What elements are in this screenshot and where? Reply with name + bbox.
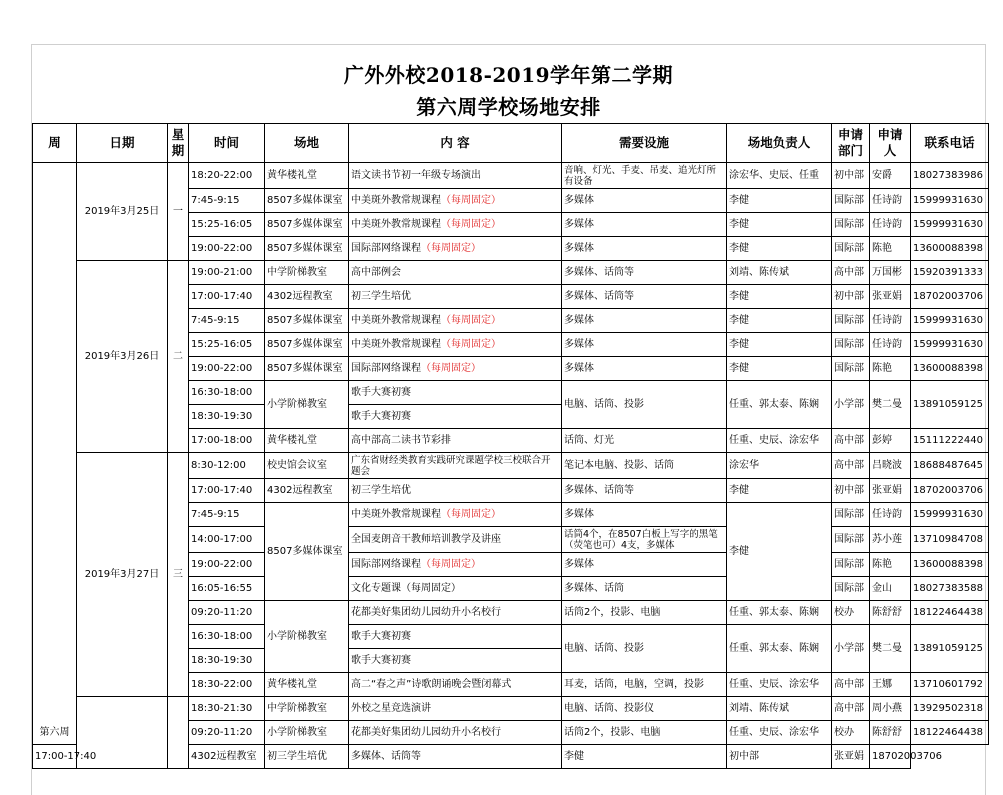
manager-cell: 李健 bbox=[727, 333, 832, 357]
phone-cell: 15999931630 bbox=[911, 333, 989, 357]
fixed-tag: （每周固定） bbox=[441, 219, 501, 230]
content-cell: 歌手大赛初赛 bbox=[349, 649, 562, 673]
content-cell bbox=[349, 189, 562, 213]
content-cell bbox=[349, 503, 562, 527]
content-cell: 全国麦朗音干教师培训教学及讲座 bbox=[349, 527, 562, 553]
venue-cell: 4302远程教室 bbox=[265, 285, 349, 309]
header-week: 周 bbox=[33, 124, 77, 163]
header-weekday: 星期 bbox=[168, 124, 189, 163]
dept-cell: 国际部 bbox=[832, 527, 870, 553]
dept-cell: 初中部 bbox=[832, 285, 870, 309]
equipment-cell: 话筒2个，投影、电脑 bbox=[562, 601, 727, 625]
content-text: 中美斑外教常规课程 bbox=[351, 509, 441, 520]
week-cell: 第六周 bbox=[33, 163, 77, 745]
manager-cell: 李健 bbox=[727, 503, 832, 601]
venue-cell: 黄华楼礼堂 bbox=[265, 673, 349, 697]
header-row bbox=[33, 124, 989, 163]
header-venue: 场地 bbox=[265, 124, 349, 163]
time-cell: 19:00-21:00 bbox=[189, 261, 265, 285]
phone-cell: 13891059125 bbox=[911, 381, 989, 429]
phone-cell: 13929502318 bbox=[911, 697, 989, 721]
equipment-cell: 音响、灯光、手麦、吊麦、追光灯所有设备 bbox=[562, 163, 727, 189]
applicant-cell: 吕晓波 bbox=[870, 453, 911, 479]
phone-cell: 13891059125 bbox=[911, 625, 989, 673]
venue-cell: 黄华楼礼堂 bbox=[265, 429, 349, 453]
manager-cell: 任重、郭太泰、陈娴 bbox=[727, 601, 832, 625]
time-cell: 18:20-22:00 bbox=[189, 163, 265, 189]
time-cell: 19:00-22:00 bbox=[189, 237, 265, 261]
fixed-tag: （每周固定） bbox=[441, 509, 501, 520]
fixed-tag: （每周固定） bbox=[421, 243, 481, 254]
manager-cell: 李健 bbox=[727, 357, 832, 381]
content-cell: 初三学生培优 bbox=[265, 745, 349, 769]
dept-cell: 校办 bbox=[832, 721, 870, 745]
time-cell: 8:30-12:00 bbox=[189, 453, 265, 479]
phone-cell: 18027383986 bbox=[911, 163, 989, 189]
dept-cell: 初中部 bbox=[832, 163, 870, 189]
manager-cell: 刘靖、陈传斌 bbox=[727, 697, 832, 721]
content-cell: 语文读书节初一年级专场演出 bbox=[349, 163, 562, 189]
dept-cell: 国际部 bbox=[832, 357, 870, 381]
time-cell: 18:30-19:30 bbox=[189, 405, 265, 429]
fixed-tag: （每周固定） bbox=[441, 339, 501, 350]
weekday-cell bbox=[168, 697, 189, 769]
phone-cell: 13600088398 bbox=[911, 357, 989, 381]
content-cell: 初三学生培优 bbox=[349, 285, 562, 309]
time-cell: 18:30-22:00 bbox=[189, 673, 265, 697]
time-cell: 17:00-18:00 bbox=[189, 429, 265, 453]
dept-cell: 国际部 bbox=[832, 553, 870, 577]
date-cell: 2019年3月26日 bbox=[77, 261, 168, 453]
venue-cell: 中学阶梯教室 bbox=[265, 697, 349, 721]
applicant-cell: 任诗韵 bbox=[870, 309, 911, 333]
venue-cell: 8507多媒体课室 bbox=[265, 309, 349, 333]
content-cell bbox=[349, 213, 562, 237]
phone-cell: 13710601792 bbox=[911, 673, 989, 697]
phone-cell: 15920391333 bbox=[911, 261, 989, 285]
weekday-cell: 二 bbox=[168, 261, 189, 453]
content-text: 中美斑外教常规课程 bbox=[351, 195, 441, 206]
time-cell: 17:00-17:40 bbox=[189, 479, 265, 503]
equipment-cell: 多媒体 bbox=[562, 237, 727, 261]
venue-cell: 8507多媒体课室 bbox=[265, 333, 349, 357]
time-cell: 16:30-18:00 bbox=[189, 625, 265, 649]
dept-cell: 高中部 bbox=[832, 453, 870, 479]
manager-cell: 任重、史辰、涂宏华 bbox=[727, 429, 832, 453]
header-content: 内 容 bbox=[349, 124, 562, 163]
equipment-cell: 电脑、话筒、投影 bbox=[562, 625, 727, 673]
equipment-cell: 多媒体 bbox=[562, 553, 727, 577]
table-row bbox=[33, 697, 989, 721]
time-cell: 14:00-17:00 bbox=[189, 527, 265, 553]
content-cell: 高中部高二读书节彩排 bbox=[349, 429, 562, 453]
content-cell bbox=[349, 553, 562, 577]
applicant-cell: 万国彬 bbox=[870, 261, 911, 285]
equipment-cell: 话筒、灯光 bbox=[562, 429, 727, 453]
header-applicant: 申请人 bbox=[870, 124, 911, 163]
header-phone: 联系电话 bbox=[911, 124, 989, 163]
document-subtitle: 第六周学校场地安排 bbox=[416, 95, 601, 119]
content-cell: 初三学生培优 bbox=[349, 479, 562, 503]
applicant-cell: 任诗韵 bbox=[870, 213, 911, 237]
dept-cell: 国际部 bbox=[832, 333, 870, 357]
equipment-cell: 多媒体、话筒等 bbox=[562, 261, 727, 285]
manager-cell: 涂宏华、史辰、任重 bbox=[727, 163, 832, 189]
equipment-cell: 多媒体、话筒等 bbox=[562, 479, 727, 503]
content-cell: 高中部例会 bbox=[349, 261, 562, 285]
weekday-cell: 一 bbox=[168, 163, 189, 261]
content-cell: 文化专题课（每周固定） bbox=[349, 577, 562, 601]
phone-cell: 15999931630 bbox=[911, 309, 989, 333]
equipment-cell: 多媒体 bbox=[562, 309, 727, 333]
venue-cell: 8507多媒体课室 bbox=[265, 357, 349, 381]
phone-cell: 18122464438 bbox=[911, 721, 989, 745]
dept-cell: 国际部 bbox=[832, 309, 870, 333]
manager-cell: 涂宏华 bbox=[727, 453, 832, 479]
content-text: 国际部网络课程 bbox=[351, 363, 421, 374]
equipment-cell: 多媒体 bbox=[562, 357, 727, 381]
time-cell: 7:45-9:15 bbox=[189, 309, 265, 333]
time-cell: 17:00-17:40 bbox=[33, 745, 77, 769]
venue-cell: 小学阶梯教室 bbox=[265, 381, 349, 429]
table-row bbox=[33, 163, 989, 189]
applicant-cell: 陈舒舒 bbox=[870, 721, 911, 745]
equipment-cell: 话筒4个，在8507白板上写字的黑笔（荧笔也可）4支，多媒体 bbox=[562, 527, 727, 553]
time-cell: 19:00-22:00 bbox=[189, 553, 265, 577]
content-cell: 歌手大赛初赛 bbox=[349, 625, 562, 649]
applicant-cell: 张亚娟 bbox=[870, 285, 911, 309]
phone-cell: 15999931630 bbox=[911, 213, 989, 237]
manager-cell: 李健 bbox=[727, 479, 832, 503]
content-cell: 广东省财经类教育实践研究课题学校三校联合开题会 bbox=[349, 453, 562, 479]
equipment-cell: 多媒体 bbox=[562, 213, 727, 237]
header-date: 日期 bbox=[77, 124, 168, 163]
dept-cell: 国际部 bbox=[832, 237, 870, 261]
venue-cell: 小学阶梯教室 bbox=[265, 721, 349, 745]
dept-cell: 国际部 bbox=[832, 503, 870, 527]
phone-cell: 13600088398 bbox=[911, 553, 989, 577]
date-cell: 2019年3月25日 bbox=[77, 163, 168, 261]
manager-cell: 李健 bbox=[562, 745, 727, 769]
content-cell bbox=[349, 237, 562, 261]
phone-cell: 13600088398 bbox=[911, 237, 989, 261]
content-text: 国际部网络课程 bbox=[351, 243, 421, 254]
equipment-cell: 话筒2个，投影、电脑 bbox=[562, 721, 727, 745]
applicant-cell: 陈舒舒 bbox=[870, 601, 911, 625]
time-cell: 19:00-22:00 bbox=[189, 357, 265, 381]
time-cell: 15:25-16:05 bbox=[189, 213, 265, 237]
manager-cell: 任重、郭太泰、陈娴 bbox=[727, 625, 832, 673]
phone-cell: 15111222440 bbox=[911, 429, 989, 453]
content-text: 国际部网络课程 bbox=[351, 559, 421, 570]
equipment-cell: 电脑、话筒、投影 bbox=[562, 381, 727, 429]
dept-cell: 高中部 bbox=[832, 697, 870, 721]
manager-cell: 李健 bbox=[727, 213, 832, 237]
time-cell: 09:20-11:20 bbox=[189, 721, 265, 745]
phone-cell: 18688487645 bbox=[911, 453, 989, 479]
applicant-cell: 张亚娟 bbox=[870, 479, 911, 503]
table-row bbox=[33, 261, 989, 285]
fixed-tag: （每周固定） bbox=[441, 315, 501, 326]
dept-cell: 初中部 bbox=[832, 479, 870, 503]
content-cell: 歌手大赛初赛 bbox=[349, 405, 562, 429]
manager-cell: 任重、史辰、涂宏华 bbox=[727, 673, 832, 697]
time-cell: 15:25-16:05 bbox=[189, 333, 265, 357]
dept-cell: 小学部 bbox=[832, 625, 870, 673]
dept-cell: 国际部 bbox=[832, 577, 870, 601]
venue-cell: 校史馆会议室 bbox=[265, 453, 349, 479]
dept-cell: 国际部 bbox=[832, 189, 870, 213]
fixed-tag: （每周固定） bbox=[441, 195, 501, 206]
applicant-cell: 陈艳 bbox=[870, 237, 911, 261]
content-cell bbox=[349, 357, 562, 381]
equipment-cell: 多媒体、话筒等 bbox=[562, 285, 727, 309]
applicant-cell: 彭婷 bbox=[870, 429, 911, 453]
applicant-cell: 安爵 bbox=[870, 163, 911, 189]
dept-cell: 高中部 bbox=[832, 261, 870, 285]
manager-cell: 任重、郭太泰、陈娴 bbox=[727, 381, 832, 429]
content-cell bbox=[349, 333, 562, 357]
weekday-cell: 三 bbox=[168, 453, 189, 697]
time-cell: 7:45-9:15 bbox=[189, 503, 265, 527]
document-title: 广外外校2018-2019学年第二学期 bbox=[343, 63, 674, 87]
venue-cell: 小学阶梯教室 bbox=[265, 601, 349, 673]
time-cell: 7:45-9:15 bbox=[189, 189, 265, 213]
equipment-cell: 多媒体、话筒 bbox=[562, 577, 727, 601]
dept-cell: 校办 bbox=[832, 601, 870, 625]
content-text: 中美斑外教常规课程 bbox=[351, 219, 441, 230]
applicant-cell: 任诗韵 bbox=[870, 503, 911, 527]
applicant-cell: 樊二曼 bbox=[870, 625, 911, 673]
content-text: 中美斑外教常规课程 bbox=[351, 315, 441, 326]
fixed-tag: （每周固定） bbox=[421, 363, 481, 374]
equipment-cell: 电脑、话筒、投影仪 bbox=[562, 697, 727, 721]
equipment-cell: 多媒体 bbox=[562, 503, 727, 527]
applicant-cell: 周小燕 bbox=[870, 697, 911, 721]
phone-cell: 18702003706 bbox=[911, 479, 989, 503]
venue-cell: 黄华楼礼堂 bbox=[265, 163, 349, 189]
equipment-cell: 多媒体 bbox=[562, 333, 727, 357]
content-cell: 外校之星竞选演讲 bbox=[349, 697, 562, 721]
applicant-cell: 任诗韵 bbox=[870, 189, 911, 213]
manager-cell: 李健 bbox=[727, 189, 832, 213]
spreadsheet-page bbox=[31, 44, 986, 795]
content-cell: 花都美好集团幼儿园幼升小名校行 bbox=[349, 601, 562, 625]
content-cell: 高二“春之声”诗歌朗诵晚会暨闭幕式 bbox=[349, 673, 562, 697]
equipment-cell: 多媒体 bbox=[562, 189, 727, 213]
time-cell: 16:30-18:00 bbox=[189, 381, 265, 405]
header-dept: 申请部门 bbox=[832, 124, 870, 163]
manager-cell: 李健 bbox=[727, 309, 832, 333]
fixed-tag: （每周固定） bbox=[421, 559, 481, 570]
applicant-cell: 张亚娟 bbox=[832, 745, 870, 769]
dept-cell: 国际部 bbox=[832, 213, 870, 237]
date-cell: 2019年3月27日 bbox=[77, 453, 168, 697]
phone-cell: 15999931630 bbox=[911, 189, 989, 213]
manager-cell: 李健 bbox=[727, 285, 832, 309]
phone-cell: 18027383588 bbox=[911, 577, 989, 601]
venue-cell: 4302远程教室 bbox=[189, 745, 265, 769]
venue-cell: 8507多媒体课室 bbox=[265, 503, 349, 601]
applicant-cell: 樊二曼 bbox=[870, 381, 911, 429]
venue-cell: 4302远程教室 bbox=[265, 479, 349, 503]
header-equipment: 需要设施 bbox=[562, 124, 727, 163]
time-cell: 18:30-21:30 bbox=[189, 697, 265, 721]
equipment-cell: 耳麦，话筒，电脑，空调，投影 bbox=[562, 673, 727, 697]
phone-cell: 13710984708 bbox=[911, 527, 989, 553]
manager-cell: 李健 bbox=[727, 237, 832, 261]
schedule-table bbox=[32, 123, 989, 769]
table-row bbox=[33, 453, 989, 479]
content-cell: 花都美好集团幼儿园幼升小名校行 bbox=[349, 721, 562, 745]
applicant-cell: 王娜 bbox=[870, 673, 911, 697]
venue-cell: 8507多媒体课室 bbox=[265, 189, 349, 213]
time-cell: 17:00-17:40 bbox=[189, 285, 265, 309]
phone-cell: 15999931630 bbox=[911, 503, 989, 527]
equipment-cell: 笔记本电脑、投影、话筒 bbox=[562, 453, 727, 479]
time-cell: 16:05-16:55 bbox=[189, 577, 265, 601]
dept-cell: 初中部 bbox=[727, 745, 832, 769]
content-text: 中美斑外教常规课程 bbox=[351, 339, 441, 350]
header-manager: 场地负责人 bbox=[727, 124, 832, 163]
time-cell: 18:30-19:30 bbox=[189, 649, 265, 673]
manager-cell: 任重、史辰、涂宏华 bbox=[727, 721, 832, 745]
manager-cell: 刘靖、陈传斌 bbox=[727, 261, 832, 285]
applicant-cell: 陈艳 bbox=[870, 357, 911, 381]
equipment-cell: 多媒体、话筒等 bbox=[349, 745, 562, 769]
phone-cell: 18702003706 bbox=[870, 745, 911, 769]
venue-cell: 8507多媒体课室 bbox=[265, 237, 349, 261]
applicant-cell: 任诗韵 bbox=[870, 333, 911, 357]
phone-cell: 18122464438 bbox=[911, 601, 989, 625]
applicant-cell: 陈艳 bbox=[870, 553, 911, 577]
content-cell bbox=[349, 309, 562, 333]
content-cell: 歌手大赛初赛 bbox=[349, 381, 562, 405]
venue-cell: 中学阶梯教室 bbox=[265, 261, 349, 285]
applicant-cell: 金山 bbox=[870, 577, 911, 601]
phone-cell: 18702003706 bbox=[911, 285, 989, 309]
dept-cell: 高中部 bbox=[832, 429, 870, 453]
dept-cell: 小学部 bbox=[832, 381, 870, 429]
time-cell: 09:20-11:20 bbox=[189, 601, 265, 625]
dept-cell: 高中部 bbox=[832, 673, 870, 697]
venue-cell: 8507多媒体课室 bbox=[265, 213, 349, 237]
applicant-cell: 苏小莲 bbox=[870, 527, 911, 553]
header-time: 时间 bbox=[189, 124, 265, 163]
